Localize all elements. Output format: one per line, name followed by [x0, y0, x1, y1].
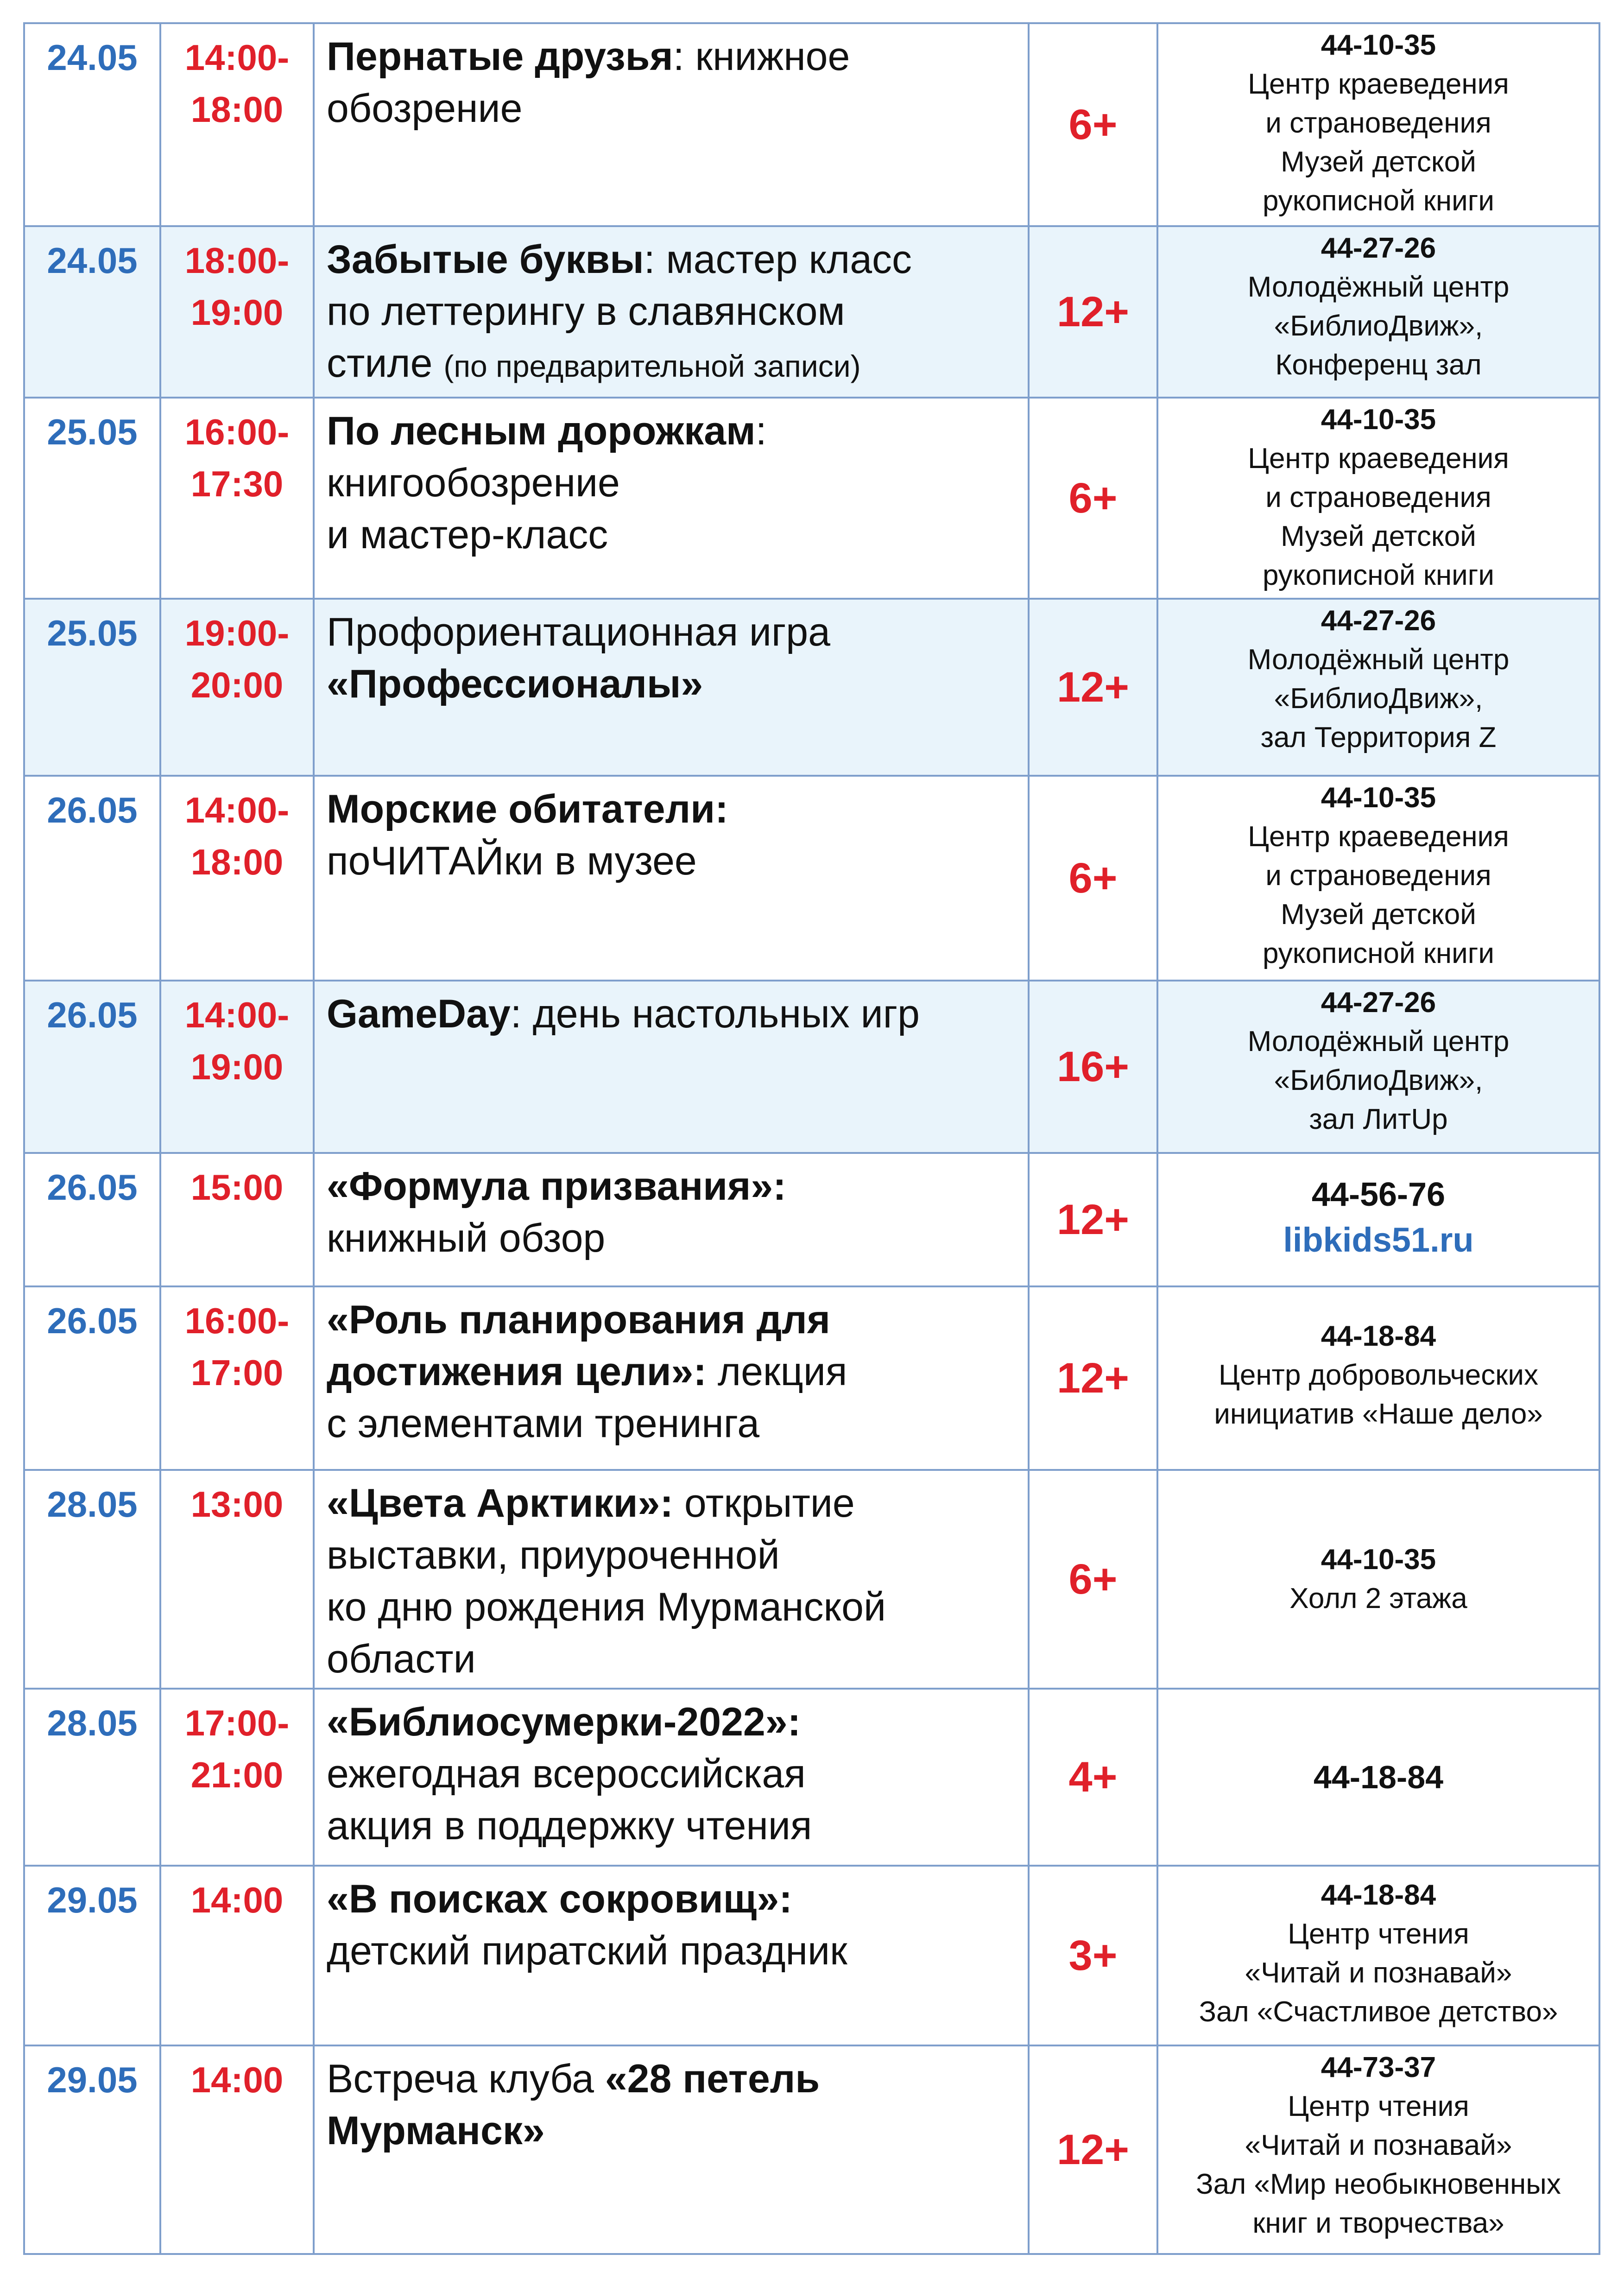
- venue-text: Молодёжный центр «БиблиоДвиж», зал ЛитUp: [1247, 1026, 1510, 1135]
- time-cell: [160, 1470, 314, 1689]
- date-cell: [24, 1153, 160, 1286]
- age-rating: 6+: [1068, 1555, 1118, 1603]
- event-date: 25.05: [47, 613, 138, 653]
- events-schedule-table: [23, 22, 1600, 2255]
- event-title-bold: Морские обитатели:: [327, 787, 728, 831]
- contact-info: [1158, 1154, 1599, 1263]
- event-title: [315, 1471, 1028, 1685]
- age-cell: [1029, 776, 1157, 981]
- contact-cell: [1157, 23, 1599, 226]
- date-cell: [24, 1689, 160, 1866]
- event-title-bold: «28 петель Мурманск»: [327, 2057, 820, 2153]
- website-link[interactable]: libkids51.ru: [1283, 1221, 1474, 1259]
- age-cell: [1029, 599, 1157, 776]
- time-cell: [160, 776, 314, 981]
- contact-phone: 44-73-37: [1321, 2051, 1436, 2083]
- contact-cell: [1157, 1866, 1599, 2045]
- table-row: [24, 226, 1599, 398]
- time-cell: [160, 226, 314, 398]
- contact-cell: [1157, 1153, 1599, 1286]
- event-title-rest: открытие выставки, приуроченной ко дню рождения Мурманской области: [327, 1481, 886, 1681]
- event-title-bold: «Роль планирования для достижения цели»:: [327, 1298, 830, 1394]
- age-rating: 16+: [1056, 1043, 1130, 1090]
- date-cell: [24, 226, 160, 398]
- age-cell: [1029, 981, 1157, 1153]
- event-title: [315, 600, 1028, 710]
- age-rating: 6+: [1068, 854, 1118, 902]
- venue-text: Центр краеведения и страноведения Музей детской рукописной книги: [1248, 821, 1509, 969]
- age-cell: [1029, 23, 1157, 226]
- age-rating: 12+: [1056, 1354, 1130, 1402]
- age-rating: 12+: [1056, 288, 1130, 336]
- age-cell: [1029, 1689, 1157, 1866]
- contact-phone: 44-10-35: [1321, 782, 1436, 814]
- contact-info: [1158, 1287, 1599, 1434]
- venue-text: Центр краеведения и страноведения Музей детской рукописной книги: [1248, 443, 1509, 591]
- table-row: [24, 1689, 1599, 1866]
- contact-cell: [1157, 1286, 1599, 1470]
- table-row: [24, 981, 1599, 1153]
- time-cell: [160, 981, 314, 1153]
- venue-text: Центр чтения «Читай и познавай» Зал «Мир необыкновенных книг и творчества»: [1196, 2090, 1561, 2239]
- event-title-bold: GameDay: [327, 992, 511, 1036]
- event-time: 18:00- 19:00: [184, 240, 290, 333]
- event-date: 26.05: [47, 790, 138, 830]
- event-title-note: (по предварительной записи): [443, 349, 861, 383]
- contact-cell: [1157, 226, 1599, 398]
- title-cell: [314, 1866, 1029, 2045]
- age-rating: 6+: [1068, 101, 1118, 148]
- event-title: [315, 399, 1028, 561]
- event-title: [315, 2046, 1028, 2157]
- event-time: 14:00: [190, 2059, 284, 2100]
- contact-cell: [1157, 1689, 1599, 1866]
- age-cell: [1029, 1470, 1157, 1689]
- date-cell: [24, 1866, 160, 2045]
- event-time: 19:00- 20:00: [184, 613, 290, 705]
- time-cell: [160, 2045, 314, 2254]
- contact-phone: 44-18-84: [1321, 1320, 1436, 1352]
- event-date: 25.05: [47, 412, 138, 452]
- age-rating: 12+: [1056, 1196, 1130, 1243]
- event-time: 16:00- 17:00: [184, 1300, 290, 1393]
- time-cell: [160, 1286, 314, 1470]
- event-time: 14:00- 18:00: [184, 790, 290, 882]
- date-cell: [24, 2045, 160, 2254]
- event-title-plain: Встреча клуба: [327, 2057, 605, 2101]
- event-date: 28.05: [47, 1484, 138, 1525]
- time-cell: [160, 1689, 314, 1866]
- contact-phone: 44-10-35: [1321, 29, 1436, 61]
- contact-cell: [1157, 981, 1599, 1153]
- event-title-bold: Забытые буквы: [327, 237, 644, 282]
- event-title-bold: «Цвета Арктики»:: [327, 1481, 673, 1526]
- age-rating: 12+: [1056, 2126, 1130, 2173]
- venue-text: Молодёжный центр «БиблиоДвиж», зал Территория Z: [1247, 644, 1510, 753]
- title-cell: [314, 2045, 1029, 2254]
- contact-phone: 44-10-35: [1321, 404, 1436, 436]
- table-row: [24, 23, 1599, 226]
- event-title-bold: «Формула призвания»:: [327, 1164, 786, 1209]
- time-cell: [160, 599, 314, 776]
- table-row: [24, 1470, 1599, 1689]
- contact-info: [1158, 981, 1599, 1139]
- title-cell: [314, 599, 1029, 776]
- event-date: 24.05: [47, 37, 138, 78]
- event-title-rest: : книгообозрение и мастер-класс: [327, 409, 767, 557]
- event-date: 24.05: [47, 240, 138, 281]
- date-cell: [24, 1286, 160, 1470]
- event-title: [315, 1154, 1028, 1264]
- title-cell: [314, 226, 1029, 398]
- event-date: 29.05: [47, 1880, 138, 1920]
- title-cell: [314, 398, 1029, 599]
- table-row: [24, 1286, 1599, 1470]
- contact-cell: [1157, 398, 1599, 599]
- age-cell: [1029, 2045, 1157, 2254]
- date-cell: [24, 1470, 160, 1689]
- contact-info: [1158, 2046, 1599, 2243]
- venue-text: Центр чтения «Читай и познавай» Зал «Счастливое детство»: [1199, 1918, 1558, 2028]
- event-title-bold: По лесным дорожкам: [327, 409, 756, 453]
- title-cell: [314, 776, 1029, 981]
- age-cell: [1029, 1153, 1157, 1286]
- contact-cell: [1157, 776, 1599, 981]
- contact-phone: 44-27-26: [1321, 605, 1436, 637]
- event-title-bold: «Библиосумерки-2022»:: [327, 1700, 801, 1744]
- event-date: 26.05: [47, 994, 138, 1035]
- date-cell: [24, 23, 160, 226]
- event-title: [315, 1287, 1028, 1450]
- event-title-rest: детский пиратский праздник: [327, 1929, 847, 1973]
- event-title-rest: : книжное обозрение: [327, 34, 850, 131]
- event-time: 15:00: [190, 1167, 284, 1208]
- contact-phone: 44-27-26: [1321, 232, 1436, 264]
- contact-info: [1158, 1471, 1599, 1618]
- contact-info: [1158, 227, 1599, 385]
- time-cell: [160, 1866, 314, 2045]
- time-cell: [160, 23, 314, 226]
- venue-text: Молодёжный центр «БиблиоДвиж», Конференц зал: [1247, 271, 1510, 381]
- event-title-rest: : день настольных игр: [510, 992, 920, 1036]
- title-cell: [314, 1470, 1029, 1689]
- contact-phone: 44-18-84: [1313, 1759, 1444, 1795]
- time-cell: [160, 1153, 314, 1286]
- age-cell: [1029, 398, 1157, 599]
- title-cell: [314, 1689, 1029, 1866]
- contact-phone: 44-10-35: [1321, 1544, 1436, 1576]
- contact-info: [1158, 600, 1599, 757]
- contact-cell: [1157, 1470, 1599, 1689]
- table-row: [24, 1153, 1599, 1286]
- age-cell: [1029, 1286, 1157, 1470]
- table-row: [24, 776, 1599, 981]
- date-cell: [24, 776, 160, 981]
- event-time: 14:00- 19:00: [184, 994, 290, 1087]
- event-title-rest: поЧИТАЙки в музее: [327, 839, 697, 883]
- contact-info: [1158, 1867, 1599, 2032]
- contact-info: [1158, 399, 1599, 595]
- event-title-rest: книжный обзор: [327, 1216, 606, 1260]
- contact-phone: 44-18-84: [1321, 1879, 1436, 1911]
- event-title-rest: ежегодная всероссийская акция в поддержку чтения: [327, 1752, 812, 1848]
- age-cell: [1029, 226, 1157, 398]
- event-date: 28.05: [47, 1703, 138, 1743]
- venue-text: Холл 2 этажа: [1289, 1583, 1467, 1615]
- contact-info: [1158, 24, 1599, 221]
- event-title: [315, 1690, 1028, 1852]
- age-rating: 12+: [1056, 663, 1130, 711]
- title-cell: [314, 981, 1029, 1153]
- contact-cell: [1157, 599, 1599, 776]
- contact-phone: 44-56-76: [1311, 1176, 1446, 1213]
- event-date: 26.05: [47, 1167, 138, 1208]
- contact-info: [1158, 1758, 1599, 1797]
- event-title-bold: Пернатые друзья: [327, 34, 673, 79]
- title-cell: [314, 1153, 1029, 1286]
- event-title: [315, 777, 1028, 887]
- contact-cell: [1157, 2045, 1599, 2254]
- event-title-bold: «В поисках сокровищ»:: [327, 1877, 792, 1921]
- venue-text: Центр добровольческих инициатив «Наше дело»: [1214, 1359, 1543, 1430]
- date-cell: [24, 981, 160, 1153]
- event-date: 26.05: [47, 1300, 138, 1341]
- event-title-rest: лекция с элементами тренинга: [327, 1349, 847, 1446]
- event-title: [315, 24, 1028, 134]
- title-cell: [314, 1286, 1029, 1470]
- title-cell: [314, 23, 1029, 226]
- event-time: 14:00- 18:00: [184, 37, 290, 130]
- event-title: [315, 227, 1028, 392]
- time-cell: [160, 398, 314, 599]
- event-title-bold: «Профессионалы»: [327, 662, 703, 706]
- event-title-plain: Профориентационная игра: [327, 610, 830, 654]
- event-title: [315, 1867, 1028, 1977]
- event-time: 17:00- 21:00: [184, 1703, 290, 1795]
- age-cell: [1029, 1866, 1157, 2045]
- venue-text: Центр краеведения и страноведения Музей детской рукописной книги: [1248, 68, 1509, 217]
- age-rating: 6+: [1068, 474, 1118, 522]
- contact-info: [1158, 777, 1599, 973]
- date-cell: [24, 599, 160, 776]
- table-row: [24, 599, 1599, 776]
- event-date: 29.05: [47, 2059, 138, 2100]
- event-time: 14:00: [190, 1880, 284, 1920]
- age-rating: 4+: [1068, 1753, 1118, 1801]
- table-row: [24, 2045, 1599, 2254]
- event-title: [315, 981, 1028, 1040]
- event-title-rest: : мастер класс по леттерингу в славянском стиле: [327, 237, 912, 386]
- age-rating: 3+: [1068, 1931, 1118, 1979]
- contact-phone: 44-27-26: [1321, 987, 1436, 1019]
- table-row: [24, 398, 1599, 599]
- event-time: 13:00: [190, 1484, 284, 1525]
- event-time: 16:00- 17:30: [184, 412, 290, 504]
- table-row: [24, 1866, 1599, 2045]
- date-cell: [24, 398, 160, 599]
